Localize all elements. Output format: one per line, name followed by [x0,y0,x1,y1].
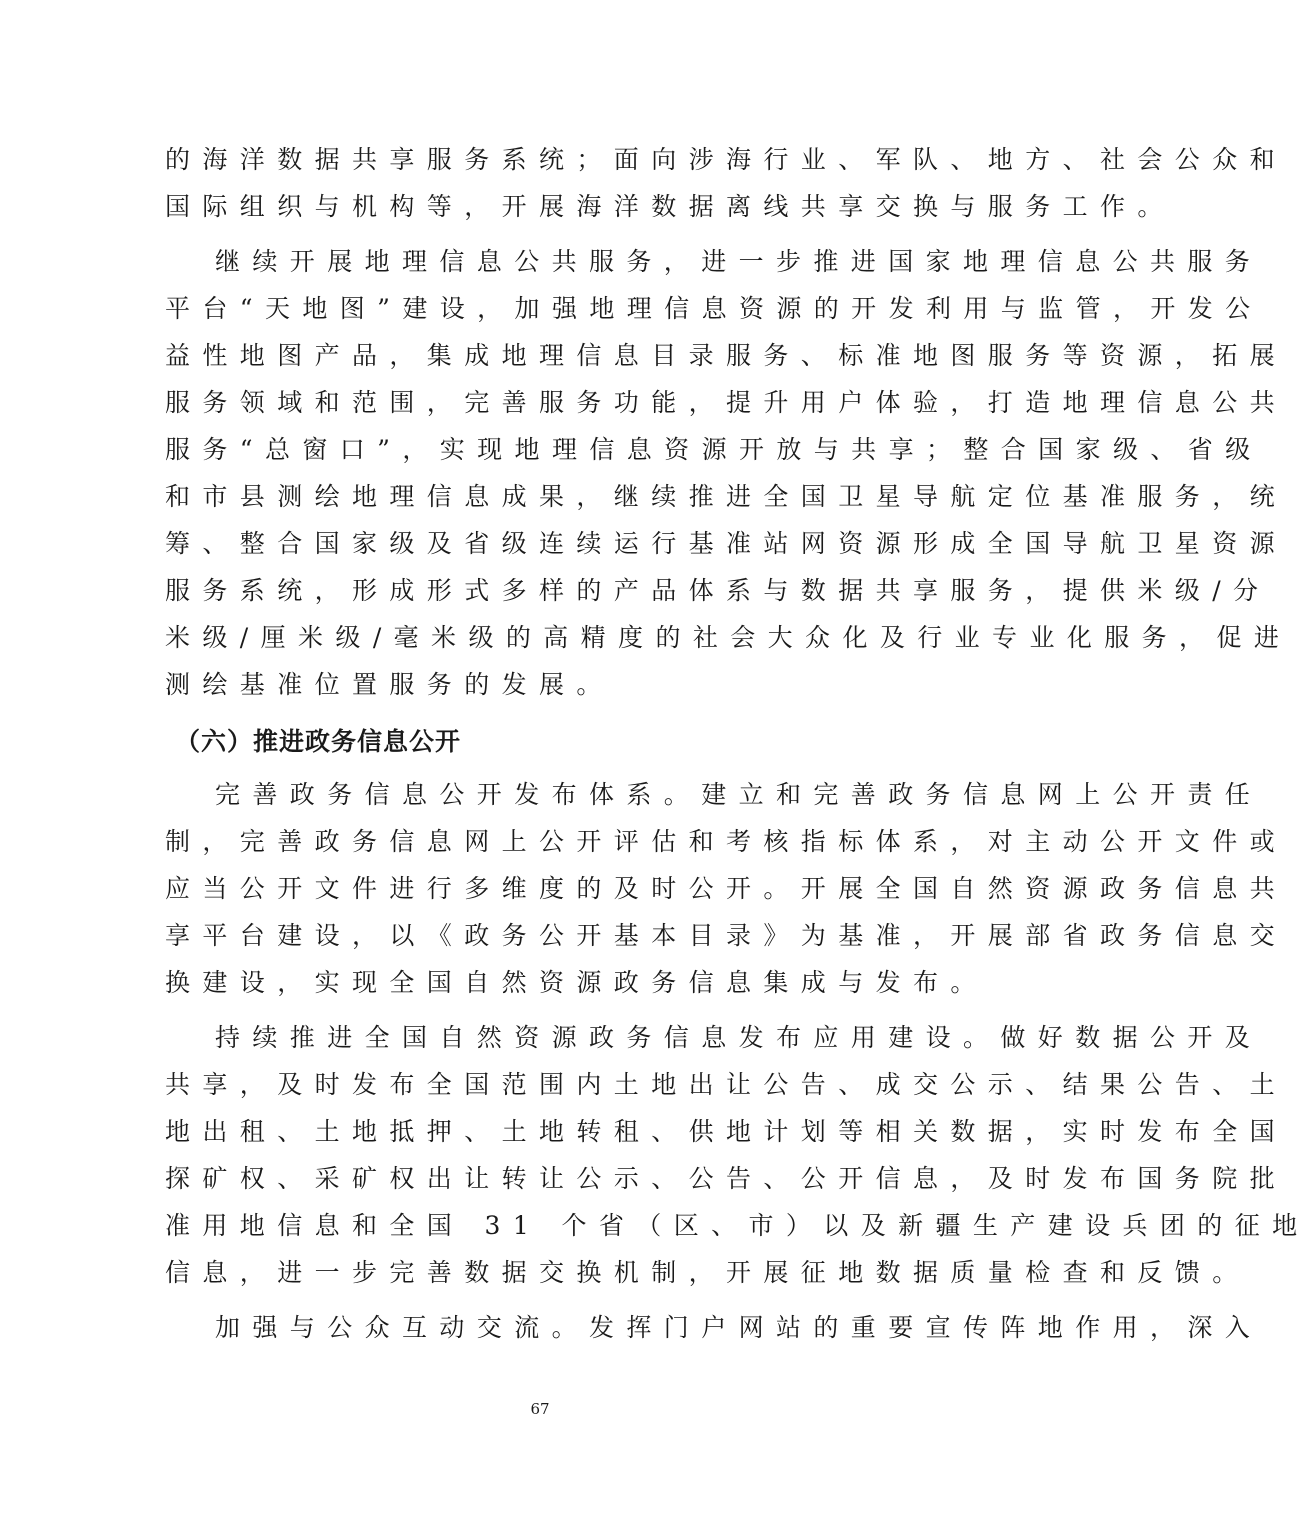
paragraph-line: 应当公开文件进行多维度的及时公开。开展全国自然资源政务信息共 [165,874,1288,903]
section-heading: （六）推进政务信息公开 [175,727,462,756]
paragraph-line: 筹、整合国家级及省级连续运行基准站网资源形成全国导航卫星资源 [165,529,1288,558]
paragraph-line: 制，完善政务信息网上公开评估和考核指标体系，对主动公开文件或 [165,827,1288,856]
paragraph-line: 平台“天地图”建设，加强地理信息资源的开发利用与监管，开发公 [165,294,1263,323]
paragraph-line: 继续开展地理信息公共服务，进一步推进国家地理信息公共服务 [215,247,1263,276]
paragraph-line: 加强与公众互动交流。发挥门户网站的重要宣传阵地作用，深入 [215,1313,1263,1342]
paragraph-line: 共享，及时发布全国范围内土地出让公告、成交公示、结果公告、土 [165,1070,1288,1099]
paragraph-line: 服务领域和范围，完善服务功能，提升用户体验，打造地理信息公共 [165,388,1288,417]
page-number: 67 [530,1400,550,1418]
paragraph-line: 的海洋数据共享服务系统；面向涉海行业、军队、地方、社会公众和 [165,145,1288,174]
paragraph-line: 益性地图产品，集成地理信息目录服务、标准地图服务等资源，拓展 [165,341,1288,370]
paragraph-line: 测绘基准位置服务的发展。 [165,670,614,699]
paragraph-line: 享平台建设，以《政务公开基本目录》为基准，开展部省政务信息交 [165,921,1288,950]
paragraph-line: 探矿权、采矿权出让转让公示、公告、公开信息，及时发布国务院批 [165,1164,1288,1193]
paragraph-line: 信息，进一步完善数据交换机制，开展征地数据质量检查和反馈。 [165,1258,1250,1287]
paragraph-line: 持续推进全国自然资源政务信息发布应用建设。做好数据公开及 [215,1023,1263,1052]
paragraph-line: 和市县测绘地理信息成果，继续推进全国卫星导航定位基准服务，统 [165,482,1288,511]
paragraph-line: 地出租、土地抵押、土地转租、供地计划等相关数据，实时发布全国 [165,1117,1288,1146]
paragraph-line: 米级/厘米级/毫米级的高精度的社会大众化及行业专业化服务，促进 [165,623,1292,652]
paragraph-line: 完善政务信息公开发布体系。建立和完善政务信息网上公开责任 [215,780,1263,809]
paragraph-line: 准用地信息和全国 31 个省（区、市）以及新疆生产建设兵团的征地 [165,1211,1310,1240]
paragraph-line: 国际组织与机构等，开展海洋数据离线共享交换与服务工作。 [165,192,1175,221]
paragraph-line: 服务系统，形成形式多样的产品体系与数据共享服务，提供米级/分 [165,576,1271,605]
paragraph-line: 服务“总窗口”，实现地理信息资源开放与共享；整合国家级、省级 [165,435,1263,464]
paragraph-line: 换建设，实现全国自然资源政务信息集成与发布。 [165,968,988,997]
